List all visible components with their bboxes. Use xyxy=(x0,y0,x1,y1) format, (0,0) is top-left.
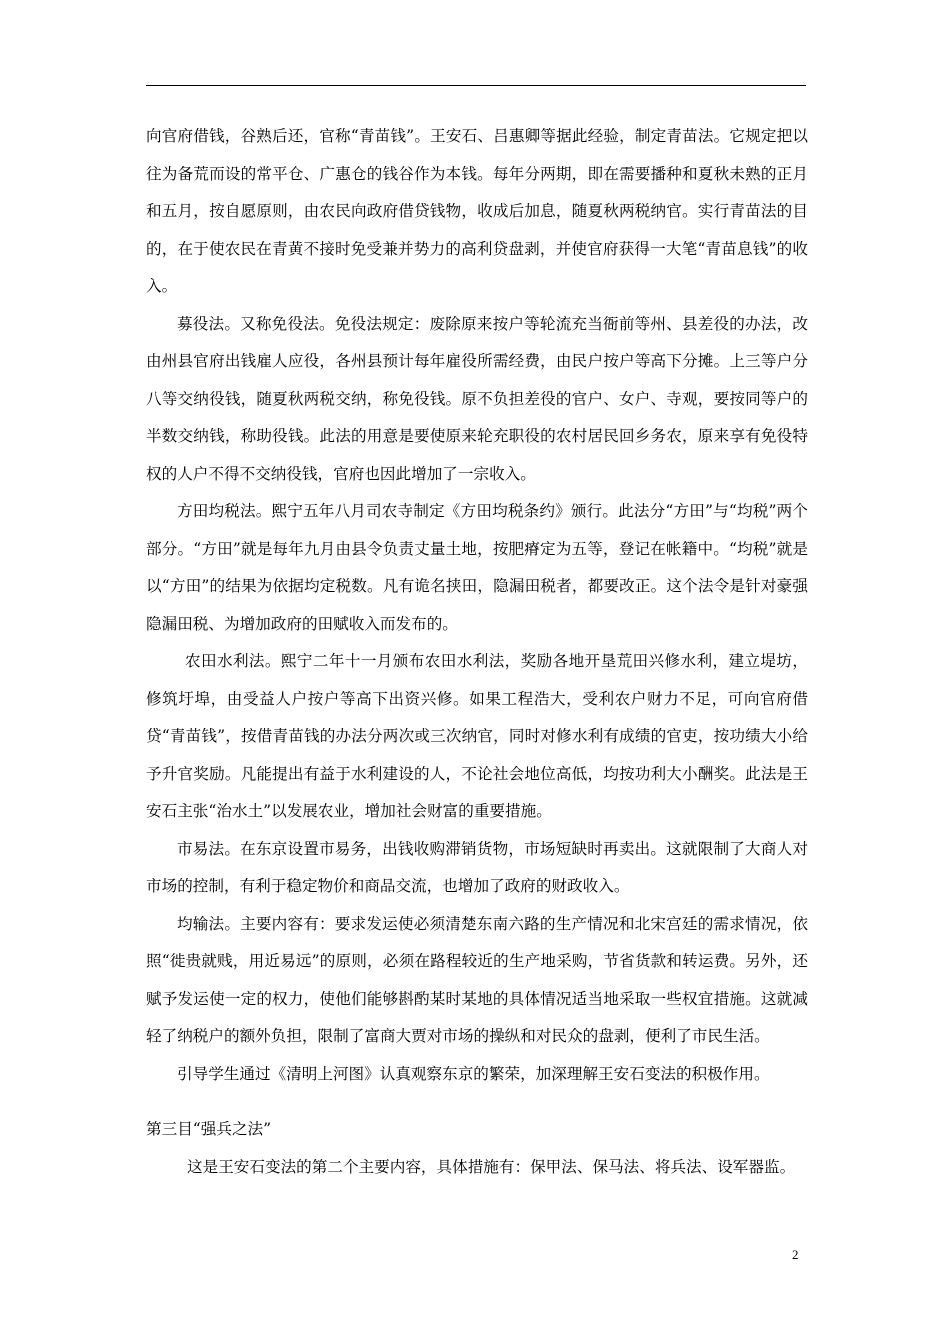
header-rule xyxy=(146,85,806,86)
section-gap xyxy=(146,1093,808,1111)
section-paragraph: 这是王安石变法的第二个主要内容，具体措施有：保甲法、保马法、将兵法、设军器监。 xyxy=(187,1157,796,1176)
page-number: 2 xyxy=(792,1247,799,1262)
paragraph-qingming-shanghe-tu: 引导学生通过《清明上河图》认真观察东京的繁荣，加深理解王安石变法的积极作用。 xyxy=(177,1064,770,1083)
paragraph-nongtian-shuili-fa: 农田水利法。熙宁二年十一月颁布农田水利法，奖励各地开垦荒田兴修水利，建立堤坊，修筑圩埠，由受益人户按户等高下出资兴修。如果工程浩大，受利农户财力不足，可向官府借贷“青苗钱”，按借青苗钱的办法分两次或三次纳官，同时对修水利有成绩的官吏，按功绩大小给予升官奖励。凡能提出有益于水利建设的人，不论社会地位高低，均按功利大小酬奖。此法是王安石主张“治水土”以发展农业，增加社会财富的重要措施。 xyxy=(146,652,808,820)
paragraph-qingmiao-continued: 向官府借钱，谷熟后还，官称“青苗钱”。王安石、吕惠卿等据此经验，制定青苗法。它规定把以往为备荒而设的常平仓、广惠仓的钱谷作为本钱。每年分两期，即在需要播种和夏秋未熟的正月和五月，按自愿原则，由农民向政府借贷钱物，收成后加息，随夏秋两税纳官。实行青苗法的目的，在于使农民在青黄不接时免受兼并势力的高利贷盘剥，并使官府获得一大笔“青苗息钱”的收入。 xyxy=(146,127,808,295)
paragraph-fangtian-junshui-fa: 方田均税法。熙宁五年八月司农寺制定《方田均税条约》颁行。此法分“方田”与“均税”两个部分。“方田”就是每年九月由县令负责丈量土地，按肥瘠定为五等，登记在帐籍中。“均税”就是以“方田”的结果为依据均定税数。凡有诡名挟田，隐漏田税者，都要改正。这个法令是针对豪强隐漏田税、为增加政府的田赋收入而发布的。 xyxy=(146,502,808,633)
paragraph-shiyi-fa: 市易法。在东京设置市易务，出钱收购滞销货物，市场短缺时再卖出。这就限制了大商人对市场的控制，有利于稳定物价和商品交流，也增加了政府的财政收入。 xyxy=(146,839,808,895)
document-body xyxy=(146,118,808,1186)
section-heading: 第三目“强兵之法” xyxy=(146,1120,272,1138)
paragraph-junshu-fa: 均输法。主要内容有：要求发运使必须清楚东南六路的生产情况和北宋宫廷的需求情况，依照“徙贵就贱，用近易远”的原则，必须在路程较近的生产地采购，节省货款和转运费。另外，还赋予发运使一定的权力，使他们能够斟酌某时某地的具体情况适当地采取一些权宜措施。这就减轻了纳税户的额外负担，限制了富商大贾对市场的操纵和对民众的盘剥，便利了市民生活。 xyxy=(146,914,808,1045)
paragraph-muyi-fa: 募役法。又称免役法。免役法规定：废除原来按户等轮流充当衙前等州、县差役的办法，改由州县官府出钱雇人应役，各州县预计每年雇役所需经费，由民户按户等高下分摊。上三等户分八等交纳役钱，随夏秋两税交纳，称免役钱。原不负担差役的官户、女户、寺观，要按同等户的半数交纳钱，称助役钱。此法的用意是要使原来轮充职役的农村居民回乡务农，原来享有免役特权的人户不得不交纳役钱，官府也因此增加了一宗收入。 xyxy=(146,314,808,483)
